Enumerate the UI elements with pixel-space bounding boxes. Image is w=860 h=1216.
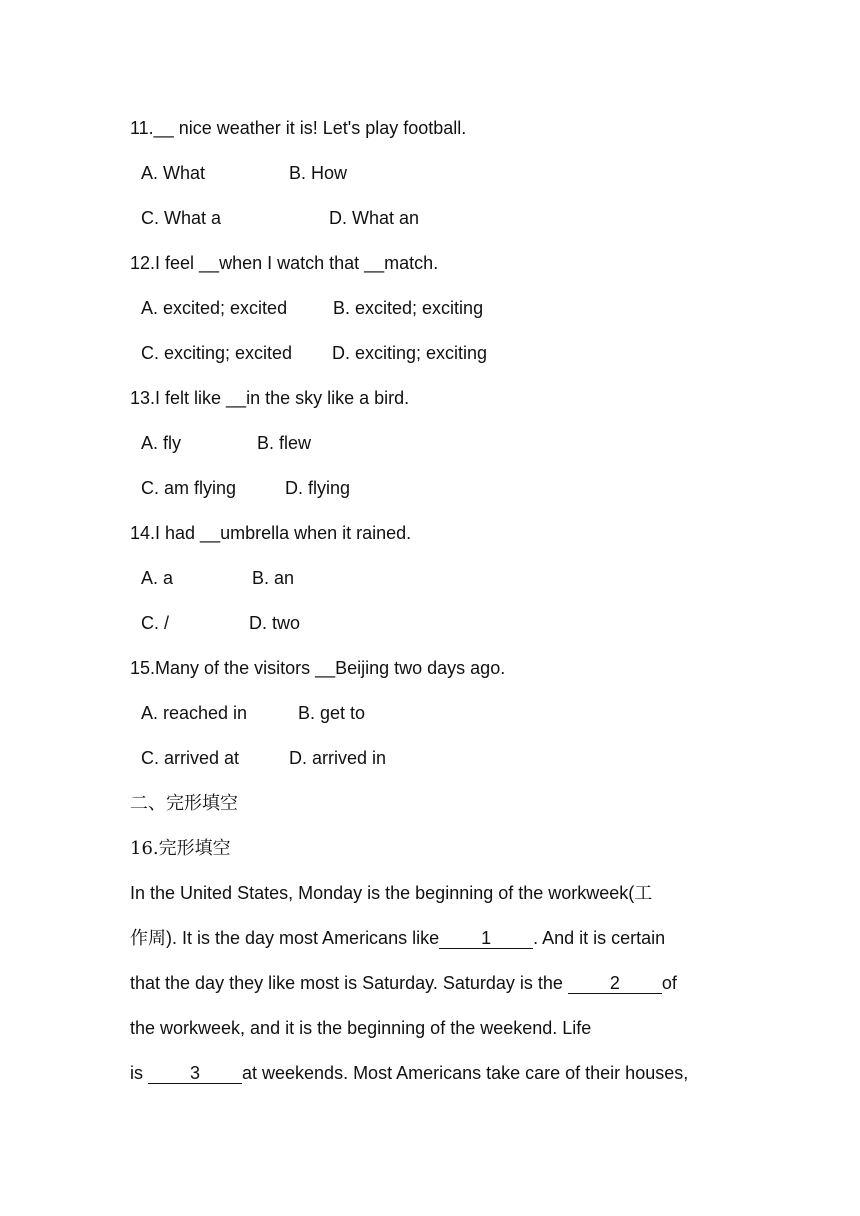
q13-option-c: C. am flying [141,478,237,498]
q14-option-a: A. a [141,568,174,588]
q15-option-a: A. reached in [141,703,248,723]
passage-line-3-text-b: of [661,973,677,993]
question-14-options-row-1 [130,556,750,601]
question-13-options-row-2 [130,466,750,511]
question-12-options-row-1 [130,286,750,331]
question-11-stem: 11.__ nice weather it is! Let's play football. [130,118,467,138]
blank-1: 1 [439,928,533,949]
question-13-options-row-1 [130,421,750,466]
section-heading: 二、完形填空 [130,793,238,814]
passage-line-2 [130,916,750,961]
q12-option-a: A. excited; excited [141,298,288,318]
q12-option-c: C. exciting; excited [141,343,293,363]
q15-option-d: D. arrived in [289,748,387,768]
passage-line-1: In the United States, Monday is the beginning of the workweek(工 [130,883,653,903]
q12-option-b: B. excited; exciting [333,298,484,318]
question-12-stem: 12.I feel __when I watch that __match. [130,253,439,273]
q14-option-d: D. two [249,613,301,633]
question-11-options-row-1 [130,151,750,196]
passage-line-5 [130,1051,750,1096]
q11-option-a: A. What [141,163,206,183]
passage-line-2-text-a: 作周). It is the day most Americans like [130,928,440,948]
question-14-options-row-2 [130,601,750,646]
passage-line-5-text-a: is [130,1063,148,1083]
question-15-stem: 15.Many of the visitors __Beijing two days ago. [130,658,506,678]
q15-option-c: C. arrived at [141,748,240,768]
passage-line-4: the workweek, and it is the beginning of the weekend. Life [130,1018,592,1038]
blank-3: 3 [148,1063,242,1084]
question-13-stem: 13.I felt like __in the sky like a bird. [130,388,410,408]
question-12-options-row-2 [130,331,750,376]
passage-line-5-text-b: at weekends. Most Americans take care of their houses, [242,1063,689,1083]
passage-line-3-text-a: that the day they like most is Saturday. Saturday is the [130,973,568,993]
section-item-16: 16.完形填空 [130,838,231,859]
q13-option-a: A. fly [141,433,182,453]
question-14-stem: 14.I had __umbrella when it rained. [130,523,412,543]
q15-option-b: B. get to [298,703,366,723]
question-15-options-row-2 [130,736,750,781]
q11-option-d: D. What an [329,208,420,228]
question-11-options-row-2 [130,196,750,241]
blank-2: 2 [568,973,662,994]
q14-option-b: B. an [252,568,295,588]
exam-page [130,106,750,1096]
q11-option-c: C. What a [141,208,222,228]
q13-option-b: B. flew [257,433,312,453]
q13-option-d: D. flying [285,478,351,498]
q14-option-c: C. / [141,613,170,633]
q11-option-b: B. How [289,163,348,183]
q12-option-d: D. exciting; exciting [332,343,488,363]
passage-line-3 [130,961,750,1006]
passage-line-2-text-b: . And it is certain [533,928,666,948]
question-15-options-row-1 [130,691,750,736]
